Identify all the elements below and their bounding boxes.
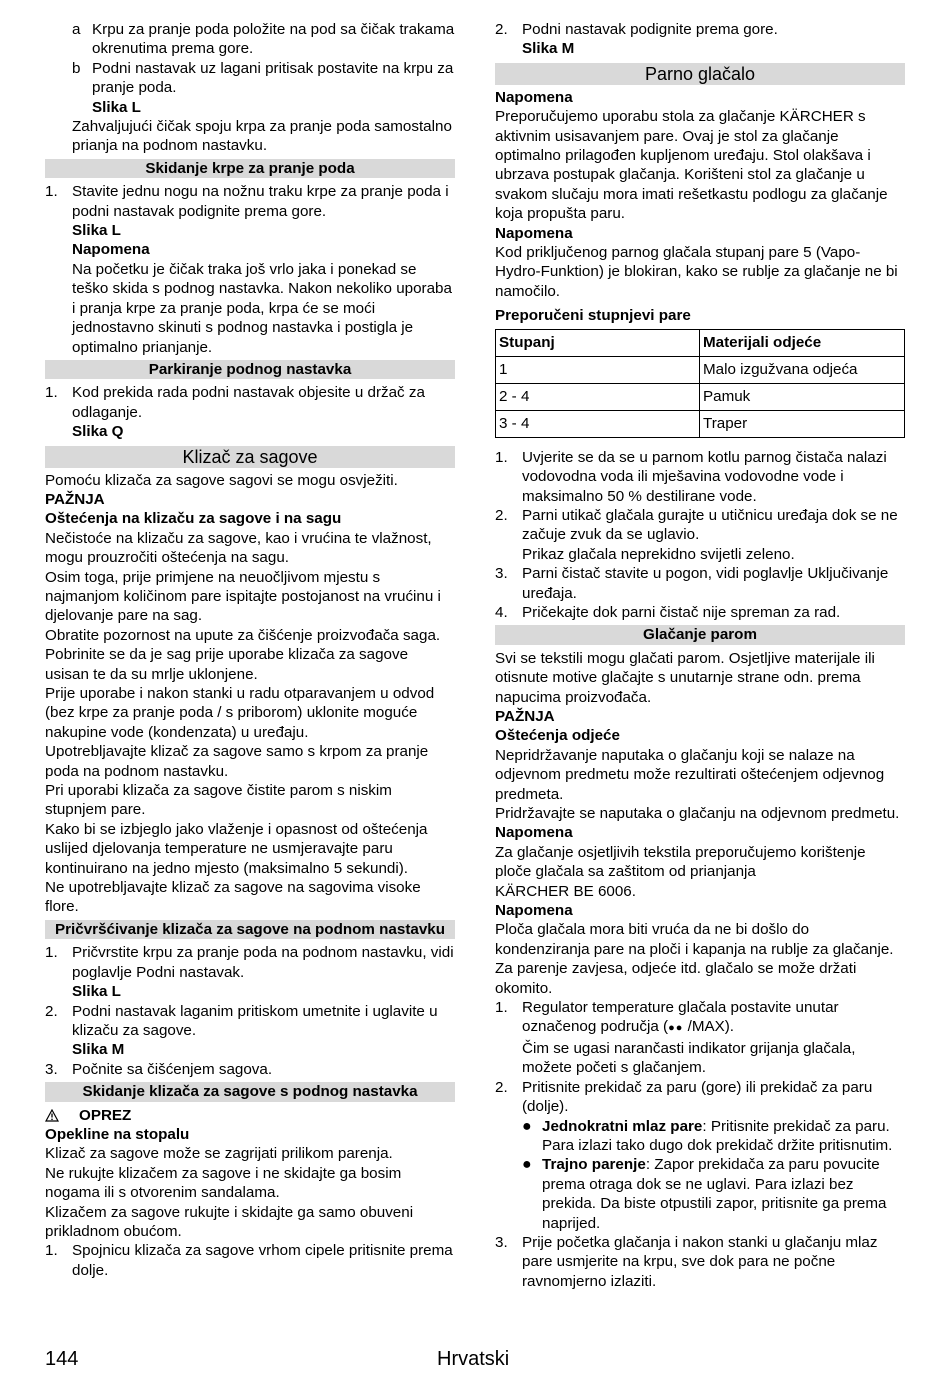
paragraph: Za parenje zavjesa, odjeće itd. glačalo se može držati okomito. (495, 960, 857, 997)
language-label: Hrvatski (437, 1348, 510, 1370)
caution-subtitle: Oštećenja na klizaču za sagove i na sagu (45, 510, 342, 528)
table-header-row (496, 329, 905, 356)
table-row (496, 383, 905, 410)
paragraph: Nečistoće na klizaču za sagove, kao i vrućina te vlažnost, mogu prouzročiti oštećenja na sagu. (45, 529, 432, 567)
paragraph: Svi se tekstili mogu glačati parom. Osjetljive materijale ili otisnute motive glačajte s unutarnje strane odn. prema napucima proizvođača. (495, 649, 875, 706)
table-row (496, 410, 905, 437)
paragraph: Pomoću klizača za sagove sagovi se mogu osvježiti. (45, 471, 398, 489)
step-2: 2. Podni nastavak laganim pritiskom umetnite i uglavite u klizaču za sagove. (45, 1002, 438, 1039)
note-label: Napomena (495, 824, 573, 842)
table-cell: 2 - 4 (496, 383, 700, 410)
steam-level-table (495, 329, 905, 438)
note-text: Na početku je čičak traka još vrlo jaka i ponekad se teško skida s podnog nastavka. Nakon nekoliko uporaba i pranja krpe za pranje poda, krpa će se moći jednostavno skinuti s podnog nastavka i postigla je optimalno prianjanje. (72, 260, 452, 356)
table-cell: Pamuk (700, 383, 905, 410)
subheading-attaching-glider: Pričvršćivanje klizača za sagove na podnom nastavku (45, 920, 455, 939)
paragraph: Nepridržavanje naputaka o glačanju koji se nalaze na odjevnom predmetu može rezultirati oštećenjem odjevnog predmeta. (495, 746, 885, 803)
paragraph: Upotrebljavajte klizač za sagove samo s krpom za pranje poda na podnom nastavku. (45, 743, 429, 780)
section-heading-carpet-glider: Klizač za sagove (45, 446, 455, 468)
note-text: Preporučujemo uporabu stola za glačanje KÄRCHER s aktivnim usisavanjem pare. Ovaj je stol za glačanje optimalno prilagođen kupljenom uređaju. Stol olakšava i ubrzava postupak glačanja. Korišteni stol za glačanje u svakom slučaju mora imati rešetkastu podlogu za glačanje koja propušta paru. (495, 108, 888, 223)
step-3: 3. Parni čistač stavite u pogon, vidi poglavlje Uključivanje uređaja. (495, 565, 889, 602)
section-heading-steam-iron: Parno glačalo (495, 63, 905, 85)
step-2: 2. Podni nastavak podignite prema gore. (495, 21, 778, 38)
figure-ref: Slika M (522, 40, 575, 58)
step-1: 1. Pričvrstite krpu za pranje poda na podnom nastavku, vidi poglavlje Podni nastavak. (45, 944, 454, 981)
note-text: Ploča glačala mora biti vruća da ne bi došlo do kondenziranja pare na ploči i kapanja na rublje za glačanje. (495, 921, 894, 958)
caution-label: PAŽNJA (495, 707, 555, 725)
figure-ref: Slika L (92, 98, 141, 116)
figure-ref: Slika L (72, 222, 121, 240)
step-a: a Krpu za pranje poda položite na pod sa čičak trakama okrenutima prema gore. (72, 21, 455, 58)
caution-subtitle: Oštećenja odjeće (495, 727, 620, 745)
step-1: 1. Kod prekida rada podni nastavak objesite u držač za odlaganje. (45, 384, 425, 421)
right-column (495, 20, 905, 1291)
paragraph: Zahvaljujući čičak spoju krpa za pranje poda samostalno prianja na podnom nastavku. (72, 118, 452, 155)
page-number: 144 (45, 1348, 79, 1370)
subheading-removing-glider: Skidanje klizača za sagove s podnog nastavka (45, 1082, 455, 1101)
step-1: 1. Regulator temperature glačala postavite unutar označenog područja (●● /MAX). (495, 999, 839, 1036)
step-4: 4. Pričekajte dok parni čistač nije spreman za rad. (495, 603, 841, 621)
bullet-icon: ● (522, 1117, 532, 1135)
step-1: 1. Spojnicu klizača za sagove vrhom cipele pritisnite prema dolje. (45, 1242, 453, 1279)
step-3: 3. Prije početka glačanja i nakon stanki u glačanju mlaz pare usmjerite na krpu, sve dok para ne počne ravnomjerno izlaziti. (495, 1233, 878, 1290)
paragraph: Pri uporabi klizača za sagove čistite parom s niskim stupnjem pare. (45, 782, 392, 819)
table-cell: 3 - 4 (496, 410, 700, 437)
caution-label: PAŽNJA (45, 490, 105, 508)
subheading-parking: Parkiranje podnog nastavka (45, 360, 455, 379)
table-row (496, 356, 905, 383)
figure-ref: Slika L (72, 983, 121, 1001)
figure-ref: Slika Q (72, 423, 124, 441)
note-label: Napomena (72, 241, 150, 259)
paragraph: Prije uporabe i nakon stanki u radu otparavanjem u odvod (bez krpe za pranje poda / s priborom) uklonite moguće nakupine vode (kondenzata) u uređaju. (45, 685, 435, 741)
temperature-dots-icon: ●● (668, 1022, 684, 1035)
warning-subtitle: Opekline na stopalu (45, 1125, 190, 1143)
paragraph: Ne rukujte klizačem za sagove i ne skidajte ga bosim nogama ili s otvorenim sandalama. (45, 1164, 402, 1202)
table-cell: Traper (700, 410, 905, 437)
subheading-removing-cloth: Skidanje krpe za pranje poda (45, 159, 455, 178)
table-cell: 1 (496, 356, 700, 383)
table-cell: Malo izgužvana odjeća (700, 356, 905, 383)
bullet-item: ● Trajno parenje: Zapor prekidača za paru povucite prema otraga dok se ne uglavi. Para izlazi bez prekida. Da biste otpustili zapor, pritisnite ga prema naprijed. (522, 1156, 887, 1232)
note-label: Napomena (495, 88, 573, 106)
step-2: 2. Parni utikač glačala gurajte u utičnicu uređaja dok se ne začuje zvuk da se uglavio. (495, 506, 898, 544)
bullet-item: ● Jednokratni mlaz pare: Pritisnite prekidač za paru. Para izlazi tako dugo dok prekidač držite pritisnutim. (522, 1117, 893, 1154)
table-header-cell: Stupanj (496, 329, 700, 356)
warning-label: OPREZ (45, 1106, 455, 1125)
paragraph: Klizač za sagove može se zagrijati prilikom parenja. (45, 1145, 393, 1163)
note-label: Napomena (495, 224, 573, 242)
paragraph: Obratite pozornost na upute za čišćenje proizvođača saga. (45, 626, 441, 644)
paragraph: Kako bi se izbjeglo jako vlaženje i opasnost od oštećenja uslijed djelovanja temperature ne usmjeravajte paru kontinuirano na jedno mjesto (maksimalno 5 sekundi). (45, 820, 428, 877)
warning-triangle-icon (45, 1109, 59, 1122)
step-1: 1. Uvjerite se da se u parnom kotlu parnog čistača nalazi vodovodna voda ili mješavina vodovodne vode i maksimalno 50 % destilirane vode. (495, 448, 887, 505)
step-3: 3. Počnite sa čišćenjem sagova. (45, 1060, 273, 1078)
table-title: Preporučeni stupnjevi pare (495, 307, 691, 325)
paragraph: Osim toga, prije primjene na neuočljivom mjestu s najmanjom količinom pare ispitajte postojanost na vrućinu i djelovanje pare na sag. (45, 568, 441, 625)
paragraph: Pobrinite se da je sag prije uporabe klizača za sagove usisan te da su mrlje uklonjene. (45, 646, 409, 683)
step-2: 2. Pritisnite prekidač za paru (gore) ili prekidač za paru (dolje). (495, 1078, 873, 1116)
table-header-cell: Materijali odjeće (700, 329, 905, 356)
note-text: KÄRCHER BE 6006. (495, 882, 636, 900)
left-column (45, 20, 455, 1280)
figure-ref: Slika M (72, 1041, 125, 1059)
subheading-steam-ironing: Glačanje parom (495, 625, 905, 644)
paragraph: Ne upotrebljavajte klizač za sagove na sagovima visoke flore. (45, 879, 421, 916)
step-b: b Podni nastavak uz lagani pritisak postavite na krpu za pranje poda. (72, 59, 454, 97)
note-label: Napomena (495, 902, 573, 920)
step-1: 1. Stavite jednu nogu na nožnu traku krpe za pranje poda i podni nastavak podignite prema gore. (45, 183, 449, 220)
note-text: Za glačanje osjetljivih tekstila preporučujemo korištenje ploče glačala sa zaštitom od prianjanja (495, 843, 866, 881)
paragraph: Čim se ugasi narančasti indikator grijanja glačala, možete početi s glačanjem. (522, 1039, 856, 1077)
paragraph: Klizačem za sagove rukujte i skidajte ga samo obuveni prikladnom obućom. (45, 1203, 414, 1240)
paragraph: Prikaz glačala neprekidno svijetli zeleno. (522, 545, 795, 563)
bullet-icon: ● (522, 1156, 532, 1174)
paragraph: Pridržavajte se naputaka o glačanju na odjevnom predmetu. (495, 805, 900, 822)
note-text: Kod priključenog parnog glačala stupanj pare 5 (Vapo-Hydro-Funktion) je blokiran, kako se rublje za glačanje ne bi namočilo. (495, 244, 898, 300)
